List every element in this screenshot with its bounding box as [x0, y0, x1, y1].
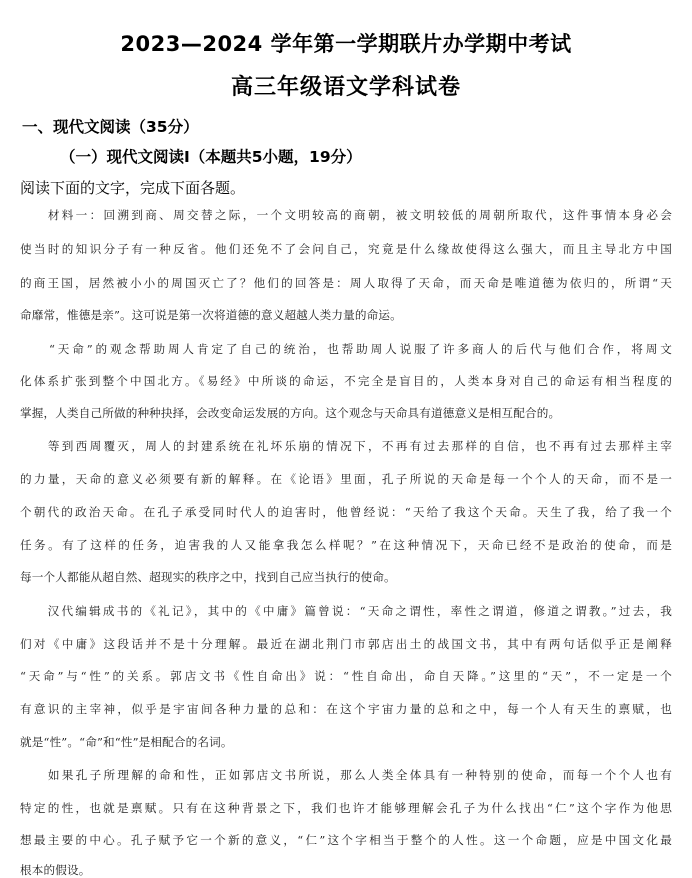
passage-line: 们对《中庸》这段话并不是十分理解。最近在湖北荆门市郭店出土的战国文书，其中有两句话似乎正是阐释: [20, 637, 672, 651]
passage-line: 掌握，人类自己所做的种种抉择，会改变命运发展的方向。这个观念与天命具有道德意义是相互配合的。: [20, 406, 561, 420]
passage-line: 个朝代的政治天命。在孔子承受同时代人的迫害时，他曾经说：“天给了我这个天命。天生了我，给了我一个: [20, 505, 672, 519]
passage-line: 等到西周覆灭，周人的封建系统在礼坏乐崩的情况下，不再有过去那样的自信，也不再有过去那样主宰: [20, 439, 672, 453]
passage-line: “天命”的观念帮助周人肯定了自己的统治，也帮助周人说服了许多商人的后代与他们合作，将周文: [20, 342, 672, 356]
passage-line: 想最主要的中心。孔子赋予它一个新的意义，“仁”这个字相当于整个的人性。这一个命题，应是中国文化最: [20, 833, 672, 847]
passage-line: 材料一：回溯到商、周交替之际，一个文明较高的商朝，被文明较低的周朝所取代，这件事情本身必会: [20, 208, 672, 222]
passage-line: 根本的假设。: [20, 863, 91, 877]
passage-line: 任务。有了这样的任务，迫害我的人又能拿我怎么样呢？”在这种情况下，天命已经不是政治的使命，而是: [20, 538, 672, 552]
exam-title: 2023—2024 学年第一学期联片办学期中考试: [120, 32, 572, 56]
passage-line: 化体系扩张到整个中国北方。《易经》中所谈的命运，不完全是盲目的，人类本身对自己的命运有相当程度的: [20, 374, 672, 388]
passage-line: 每一个人都能从超自然、超现实的秩序之中，找到自己应当执行的使命。: [20, 570, 396, 584]
passage-line: 使当时的知识分子有一种反省。他们还免不了会问自己，究竟是什么缘故使得这么强大，而且主导北方中国: [20, 242, 672, 256]
section-heading: 一、现代文阅读（35分）: [22, 118, 199, 136]
passage-line: 就是“性”。“命”和“性”是相配合的名词。: [20, 735, 233, 749]
subsection-heading: （一）现代文阅读Ⅰ（本题共5小题，19分）: [60, 148, 362, 166]
passage-line: 特定的性，也就是禀赋。只有在这种背景之下，我们也许才能够理解会孔子为什么找出“仁”这个字作为他思: [20, 801, 672, 815]
passage-line: “天命”与“性”的关系。郭店文书《性自命出》说：“性自命出，命自天降。”这里的“天”，不一定是一个: [20, 669, 672, 683]
reading-instruction: 阅读下面的文字，完成下面各题。: [20, 179, 246, 197]
passage-line: 如果孔子所理解的命和性，正如郭店文书所说，那么人类全体具有一种特别的使命，而每一个个人也有: [20, 768, 672, 782]
passage-line: 汉代编辑成书的《礼记》，其中的《中庸》篇曾说：“天命之谓性，率性之谓道，修道之谓教。”过去，我: [20, 604, 672, 618]
passage-line: 的力量，天命的意义必须要有新的解释。在《论语》里面，孔子所说的天命是每一个个人的天命，而不是一: [20, 472, 672, 486]
passage-line: 命靡常，惟德是亲”。这可说是第一次将道德的意义超越人类力量的命运。: [20, 308, 402, 322]
passage-line: 的商王国，居然被小小的周国灭亡了？他们的回答是：周人取得了天命，而天命是唯道德为依归的，所谓“天: [20, 276, 672, 290]
passage-line: 有意识的主宰神，似乎是宇宙间各种力量的总和：在这个宇宙力量的总和之中，每一个人有天生的禀赋，也: [20, 702, 672, 716]
exam-subtitle: 高三年级语文学科试卷: [230, 75, 461, 100]
